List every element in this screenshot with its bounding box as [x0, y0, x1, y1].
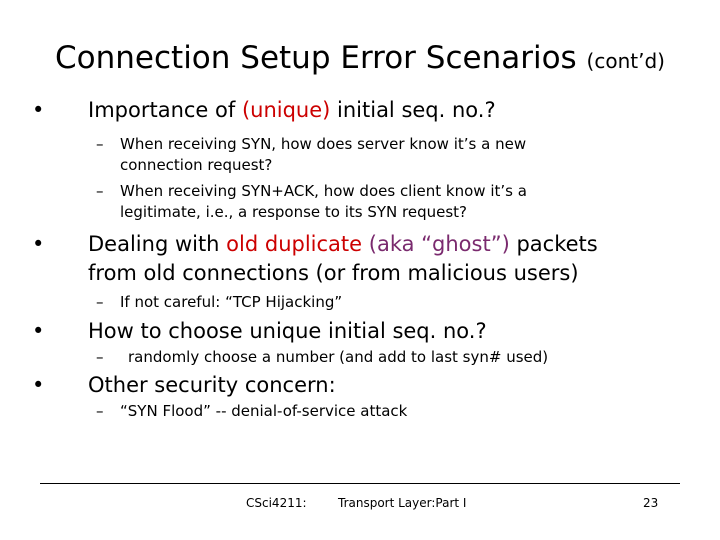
sub-bullet-text: “SYN Flood” -- denial-of-service attack	[120, 402, 408, 420]
bullet-old-duplicates-cont: from old connections (or from malicious users)	[88, 261, 579, 285]
sub-bullet-text: randomly choose a number (and add to last syn# used)	[128, 348, 549, 366]
bullet-text-pre: Importance of	[88, 98, 242, 122]
dash: –	[96, 293, 104, 311]
footer-course: CSci4211:	[246, 496, 307, 510]
dash: –	[96, 402, 104, 420]
bullet-choose-seq	[32, 319, 487, 343]
highlight-ghost: (aka “ghost”)	[368, 232, 510, 256]
bullet-dot: •	[32, 232, 45, 256]
bullet-security	[32, 373, 336, 397]
bullet-text: How to choose unique initial seq. no.?	[88, 319, 487, 343]
dash: –	[96, 348, 104, 366]
highlight-unique: (unique)	[241, 98, 331, 122]
title-suffix: (cont’d)	[586, 49, 665, 73]
bullet-text: Other security concern:	[88, 373, 336, 397]
sub-bullet-text: If not careful: “TCP Hijacking”	[120, 293, 343, 311]
bullet-dot: •	[32, 373, 45, 397]
sub-bullet-synack-cont: legitimate, i.e., a response to its SYN request?	[120, 203, 468, 221]
bullet-dot: •	[32, 319, 45, 343]
footer-topic: Transport Layer:Part I	[338, 496, 467, 510]
bullet-text-pre: Dealing with	[88, 232, 227, 256]
sub-bullet-text: When receiving SYN, how does server know it’s a new	[120, 135, 527, 153]
dash: –	[96, 182, 104, 200]
highlight-old-duplicate: old duplicate	[226, 232, 363, 256]
dash: –	[96, 135, 104, 153]
title-main: Connection Setup Error Scenarios	[55, 40, 577, 76]
sub-bullet-text: When receiving SYN+ACK, how does client know it’s a	[120, 182, 527, 200]
bullet-text-post: packets	[509, 232, 598, 256]
footer-divider	[40, 483, 680, 484]
sub-bullet-syn	[96, 135, 526, 153]
slide-title	[0, 40, 720, 76]
sub-bullet-syn-cont: connection request?	[120, 156, 273, 174]
sub-bullet-synack	[96, 182, 527, 200]
bullet-importance	[32, 98, 496, 122]
bullet-text-post: initial seq. no.?	[330, 98, 496, 122]
sub-bullet-hijacking	[96, 293, 342, 311]
spacer-text	[362, 232, 369, 256]
bullet-dot: •	[32, 98, 45, 122]
bullet-old-duplicates	[32, 232, 598, 256]
sub-bullet-syn-flood	[96, 402, 407, 420]
sub-bullet-random	[96, 348, 548, 366]
page-number: 23	[643, 496, 659, 510]
